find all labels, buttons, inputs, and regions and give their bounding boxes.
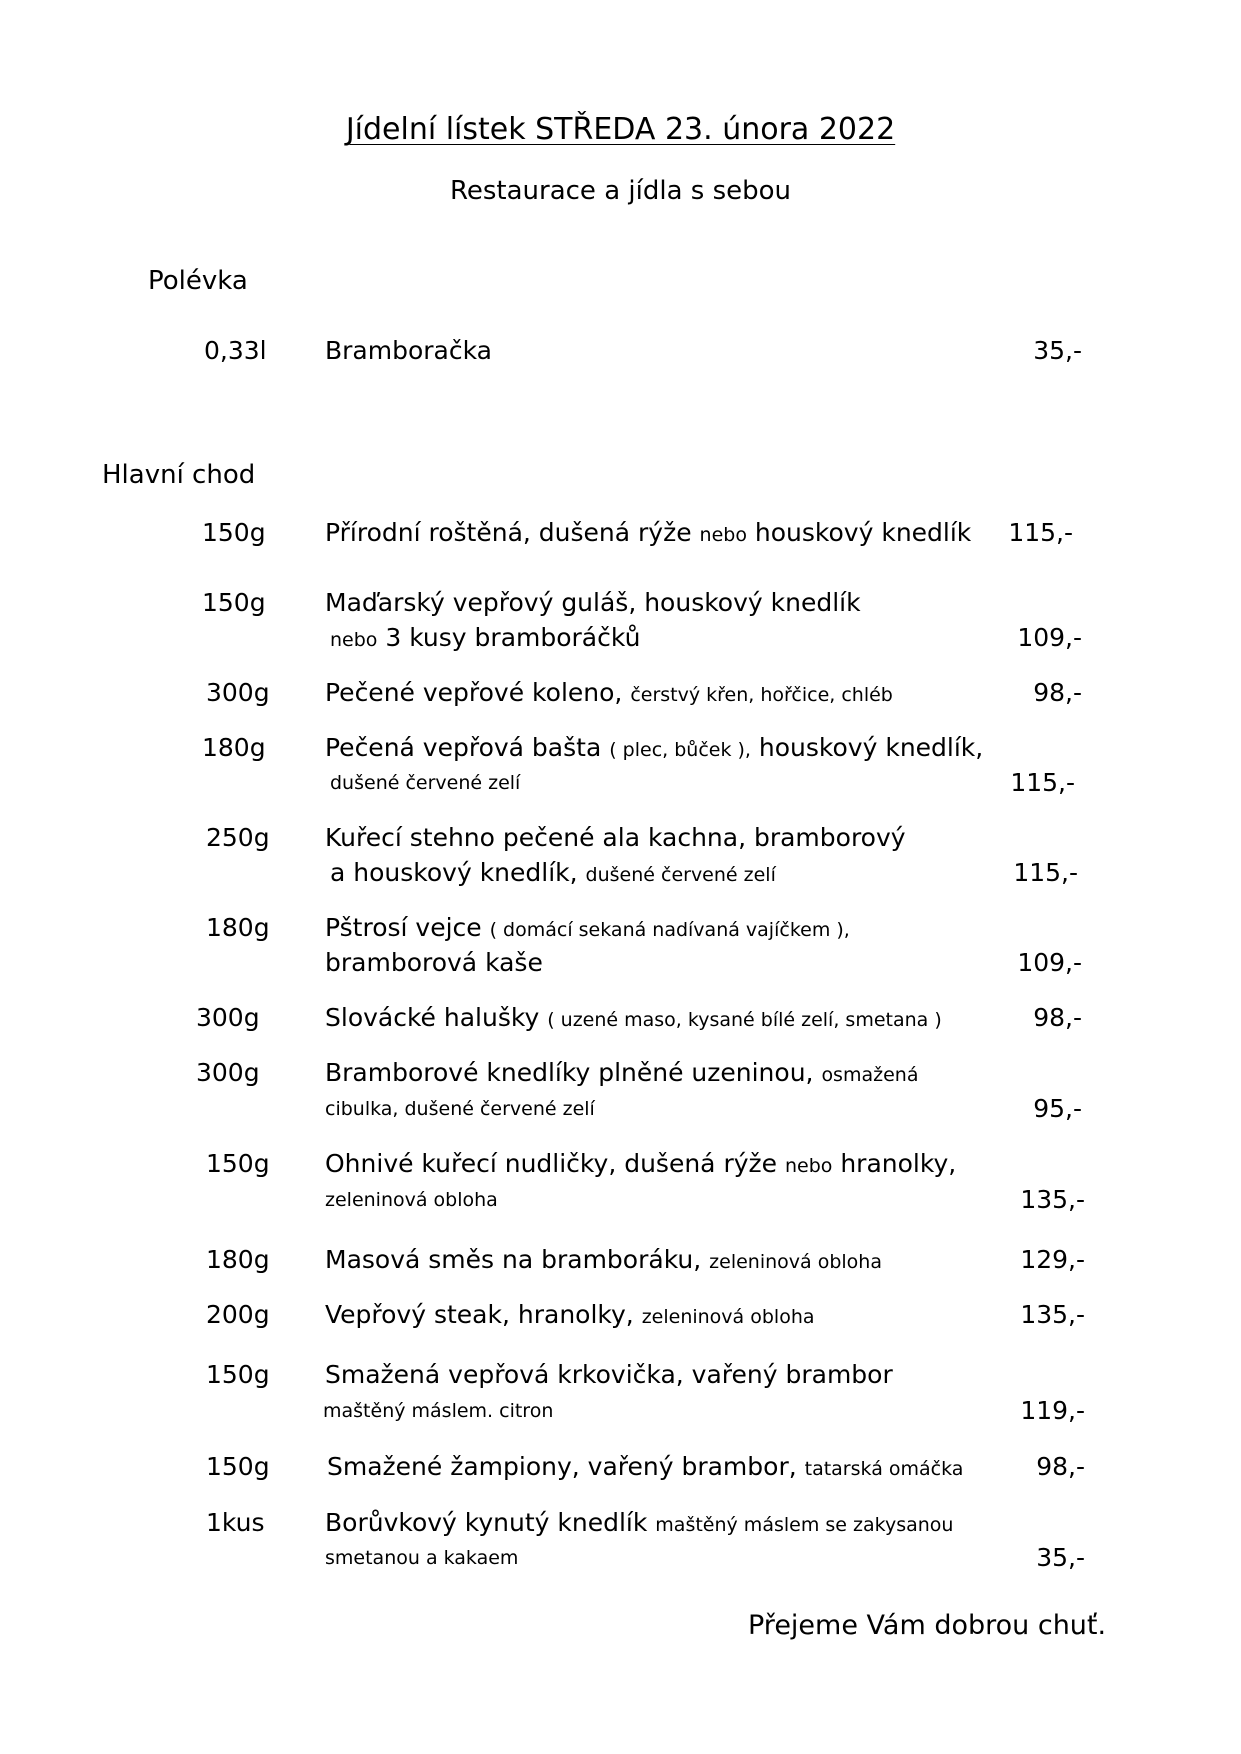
page-title-text: Jídelní lístek STŘEDA 23. února 2022	[345, 112, 896, 147]
menu-item-weight: 180g	[202, 733, 266, 762]
menu-item-line1: Masová směs na bramboráku, zeleninová obloha	[325, 1245, 882, 1274]
menu-item-line1: Pštrosí vejce ( domácí sekaná nadívaná vajíčkem ),	[325, 913, 850, 942]
page-subtitle: Restaurace a jídla s sebou	[449, 176, 792, 206]
menu-item-price: 135,-	[1020, 1185, 1085, 1214]
menu-item-weight: 1kus	[206, 1508, 265, 1537]
menu-item-line1: Maďarský vepřový guláš, houskový knedlík	[325, 588, 861, 617]
menu-item-weight: 300g	[196, 1003, 260, 1032]
menu-item-weight: 250g	[206, 823, 270, 852]
menu-item-price: 115,-	[1008, 518, 1073, 547]
menu-item-line1: Přírodní roštěná, dušená rýže nebo houskový knedlík	[325, 518, 972, 547]
menu-item-line1: Kuřecí stehno pečené ala kachna, bramborový	[325, 823, 906, 852]
menu-item-price: 95,-	[1033, 1094, 1082, 1123]
menu-item-weight: 150g	[202, 588, 266, 617]
menu-item-line1: Pečené vepřové koleno, čerstvý křen, hořčice, chléb	[325, 678, 893, 707]
menu-item-line1: Slovácké halušky ( uzené maso, kysané bílé zelí, smetana )	[325, 1003, 942, 1032]
menu-item-price: 109,-	[1017, 948, 1082, 977]
closing-text: Přejeme Vám dobrou chuť.	[748, 1610, 1107, 1641]
soup-name: Bramboračka	[325, 336, 492, 365]
menu-item-weight: 150g	[206, 1360, 270, 1389]
menu-item-weight: 300g	[206, 678, 270, 707]
menu-item-price: 115,-	[1013, 858, 1078, 887]
menu-item-line2: a houskový knedlík, dušené červené zelí	[330, 858, 776, 887]
menu-item-line2: dušené červené zelí	[330, 772, 521, 794]
menu-item-price: 135,-	[1020, 1300, 1085, 1329]
menu-item-line2: maštěný máslem. citron	[323, 1400, 554, 1422]
menu-item-line2: smetanou a kakaem	[325, 1547, 519, 1569]
menu-item-price: 98,-	[1033, 1003, 1082, 1032]
menu-item-line1: Smažené žampiony, vařený brambor, tatarská omáčka	[327, 1452, 964, 1481]
menu-item-price: 129,-	[1020, 1245, 1085, 1274]
menu-item-weight: 180g	[206, 1245, 270, 1274]
menu-item-line1: Bramborové knedlíky plněné uzeninou, osmažená	[325, 1058, 919, 1087]
menu-item-line1: Vepřový steak, hranolky, zeleninová obloha	[325, 1300, 815, 1329]
menu-item-line1: Pečená vepřová bašta ( plec, bůček ), houskový knedlík,	[325, 733, 984, 762]
soup-price: 35,-	[1033, 336, 1082, 365]
menu-item-line1: Borůvkový kynutý knedlík maštěný máslem se zakysanou	[325, 1508, 954, 1537]
menu-item-line2: zeleninová obloha	[325, 1189, 498, 1211]
menu-item-price: 115,-	[1010, 768, 1075, 797]
page-title	[0, 112, 1241, 147]
menu-item-line2: bramborová kaše	[325, 948, 543, 977]
menu-item-line2: cibulka, dušené červené zelí	[325, 1098, 595, 1120]
menu-item-price: 109,-	[1017, 623, 1082, 652]
menu-item-weight: 300g	[196, 1058, 260, 1087]
menu-item-weight: 150g	[202, 518, 266, 547]
section-label-main: Hlavní chod	[102, 460, 256, 490]
menu-item-price: 119,-	[1020, 1396, 1085, 1425]
menu-item-price: 98,-	[1033, 678, 1082, 707]
soup-weight: 0,33l	[204, 336, 267, 365]
menu-item-weight: 150g	[206, 1452, 270, 1481]
menu-item-price: 98,-	[1036, 1452, 1085, 1481]
menu-item-line1: Ohnivé kuřecí nudličky, dušená rýže nebo hranolky,	[325, 1149, 957, 1178]
menu-item-weight: 200g	[206, 1300, 270, 1329]
menu-item-line2: nebo 3 kusy bramboráčků	[330, 623, 641, 652]
section-label-soup: Polévka	[148, 266, 248, 296]
menu-item-line1: Smažená vepřová krkovička, vařený brambor	[325, 1360, 893, 1389]
menu-item-price: 35,-	[1036, 1543, 1085, 1572]
menu-item-weight: 150g	[206, 1149, 270, 1178]
menu-item-weight: 180g	[206, 913, 270, 942]
